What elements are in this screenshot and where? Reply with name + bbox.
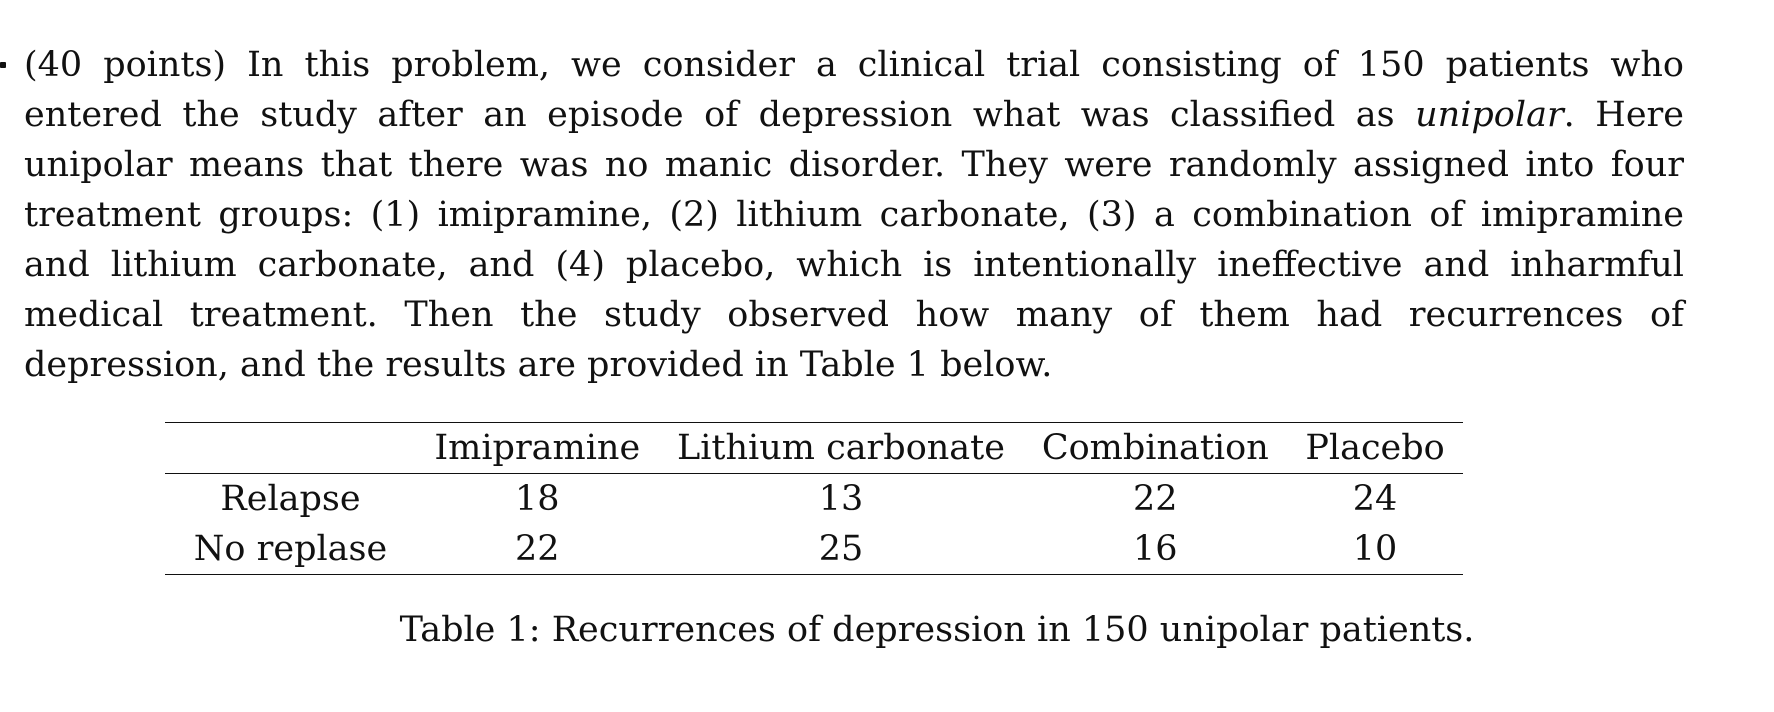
header-cell-blank [165,423,416,474]
table-cell: 25 [818,529,864,569]
table-cell: 18 [514,479,560,519]
table-header-row [165,423,1463,474]
header-cell-lithium-carbonate: Lithium carbonate [677,428,1005,468]
header-cell-imipramine: Imipramine [434,428,641,468]
row-label: Relapse [220,479,361,519]
list-marker [0,62,6,68]
problem-italic-term: unipolar [1415,95,1564,135]
results-table [165,422,1463,575]
table-cell: 10 [1352,529,1398,569]
header-cell-placebo: Placebo [1305,428,1445,468]
table-cell: 22 [1133,479,1178,519]
problem-text-part-1: In this problem, we consider a clinical trial consisting of 150 patients who entered the study after an episode of depression what was classified as [24,45,1684,135]
table-caption: Table 1: Recurrences of depression in 150 unipolar patients. [399,610,1475,650]
table-cell: 22 [514,529,560,569]
table-row-no-relapse [165,524,1463,575]
header-cell-combination: Combination [1041,428,1269,468]
problem-text-part-2: . Here unipolar means that there was no manic disorder. They were randomly assigned into four treatment groups: (1) imipramine, (2) lithium carbonate, (3) a combination of imipramine and lithium carbonate, and (4) placebo, which is intentionally ineffective and inharmful medical treatment. Then the study observed how many of them had recurrences of depression, and the results are provided in Table 1 below. [24,95,1684,385]
table-cell: 13 [818,479,864,519]
results-table-container [165,422,1463,575]
problem-points: (40 points) [24,45,227,85]
table-cell: 24 [1352,479,1398,519]
table-row-relapse [165,474,1463,525]
row-label: No replase [193,529,388,569]
problem-statement [24,40,1684,390]
table-cell: 16 [1133,529,1178,569]
